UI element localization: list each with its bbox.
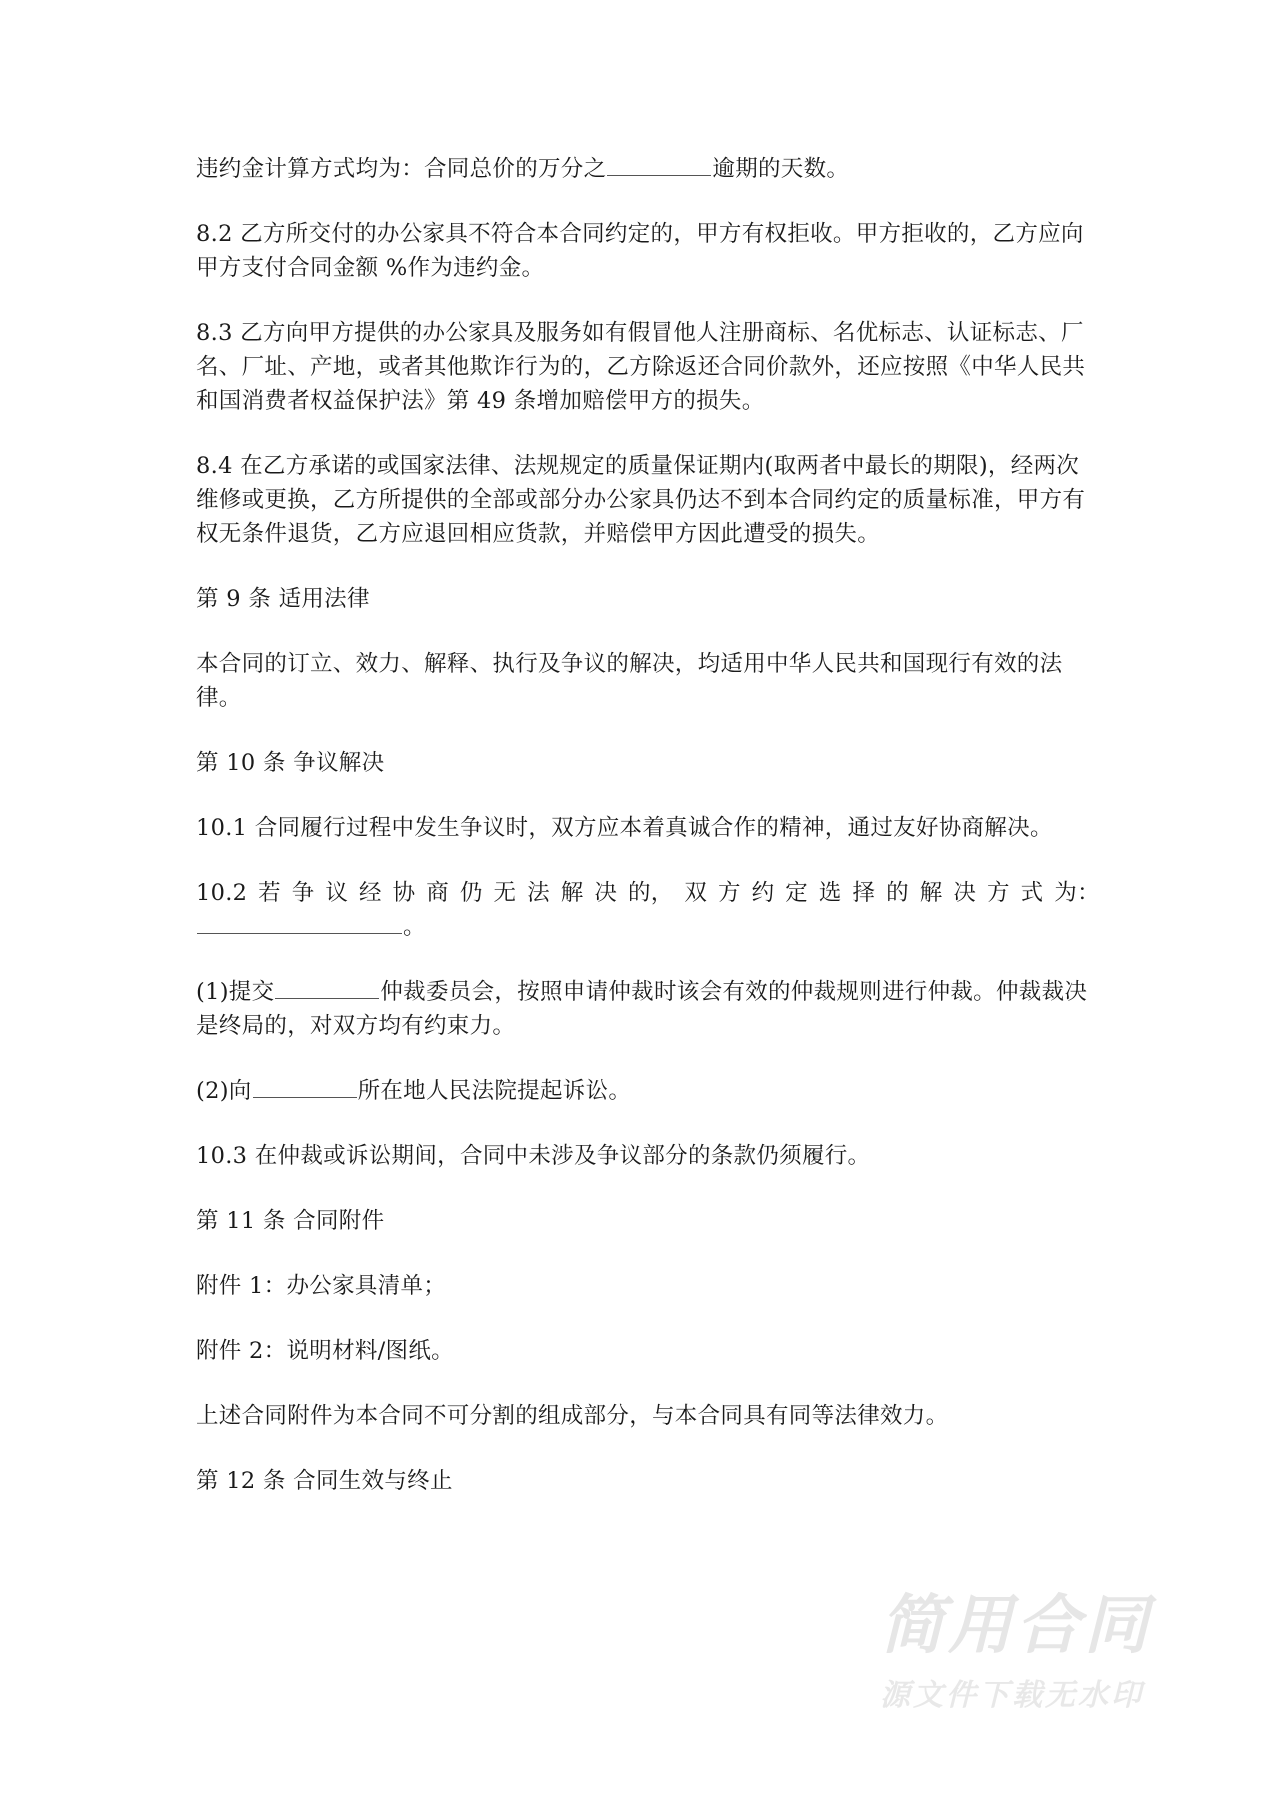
document-body <box>196 152 1100 1529</box>
justified-token: 双 <box>684 880 708 906</box>
clause-10-3: 10.3 在仲裁或诉讼期间，合同中未涉及争议部分的条款仍须履行。 <box>196 1143 871 1169</box>
blank-field <box>253 1075 357 1098</box>
justified-token: 方 <box>987 880 1010 906</box>
justified-token: 的， <box>628 880 674 906</box>
option-2-after: 所在地人民法院提起诉讼。 <box>357 1078 632 1104</box>
clause-8-2: 8.2 乙方所交付的办公家具不符合本合同约定的，甲方有权拒收。甲方拒收的，乙方应向甲方支付合同金额 %作为违约金。 <box>196 221 1084 281</box>
justified-token: 协 <box>392 880 416 906</box>
justified-token: 为： <box>1054 880 1100 906</box>
justified-token: 法 <box>527 880 550 906</box>
article-11-heading: 第 11 条 合同附件 <box>196 1208 385 1234</box>
attachment-2: 附件 2：说明材料/图纸。 <box>196 1338 454 1364</box>
justified-token: 决 <box>594 880 618 906</box>
justified-token: 解 <box>919 880 943 906</box>
justified-token: 议 <box>325 880 349 906</box>
justified-token: 选 <box>818 880 842 906</box>
watermark <box>880 1590 1200 1716</box>
option-2-before: (2)向 <box>196 1078 252 1104</box>
justified-token: 经 <box>359 880 382 906</box>
clause-10-2-end: 。 <box>403 914 426 940</box>
clause-10-2-option-1 <box>196 975 1100 1043</box>
justified-token: 争 <box>291 880 315 906</box>
article-10-heading: 第 10 条 争议解决 <box>196 750 385 776</box>
justified-token: 若 <box>258 880 281 906</box>
clause-10-2-option-2 <box>196 1074 1100 1108</box>
article-12-heading: 第 12 条 合同生效与终止 <box>196 1468 453 1494</box>
blank-field <box>197 911 402 934</box>
justified-token: 式 <box>1020 880 1044 906</box>
option-1-before: (1)提交 <box>196 979 275 1005</box>
justified-token: 定 <box>785 880 809 906</box>
blank-field <box>275 976 379 999</box>
justified-token: 约 <box>751 880 775 906</box>
clause-8-4: 8.4 在乙方承诺的或国家法律、法规规定的质量保证期内(取两者中最长的期限)，经两次维修或更换，乙方所提供的全部或部分办公家具仍达不到本合同约定的质量标准，甲方有权无条件退货，乙方应退回相应货款，并赔偿甲方因此遭受的损失。 <box>196 453 1086 547</box>
clause-10-2 <box>196 876 1100 944</box>
justified-token: 仍 <box>459 880 483 906</box>
clause-8-3: 8.3 乙方向甲方提供的办公家具及服务如有假冒他人注册商标、名优标志、认证标志、厂名、厂址、产地，或者其他欺诈行为的，乙方除返还合同价款外，还应按照《中华人民共和国消费者权益保护法》第 49 条增加赔偿甲方的损失。 <box>196 320 1086 414</box>
justified-token: 无 <box>493 880 517 906</box>
article-9-body: 本合同的订立、效力、解释、执行及争议的解决，均适用中华人民共和国现行有效的法律。 <box>196 651 1063 711</box>
justified-token: 解 <box>560 880 584 906</box>
option-1-after: 仲裁委员会，按照申请仲裁时该会有效的仲裁规则进行仲裁。仲裁裁决是终局的，对双方均有约束力。 <box>196 979 1088 1039</box>
attachments-statement: 上述合同附件为本合同不可分割的组成部分，与本合同具有同等法律效力。 <box>196 1403 949 1429</box>
clause-10-2-line-2 <box>196 910 1100 944</box>
clause-10-2-line-1 <box>196 876 1100 910</box>
justified-token: 商 <box>426 880 450 906</box>
article-9-heading: 第 9 条 适用法律 <box>196 586 370 612</box>
clause-10-1: 10.1 合同履行过程中发生争议时，双方应本着真诚合作的精神，通过友好协商解决。 <box>196 815 1053 841</box>
penalty-calculation-paragraph <box>196 152 1100 186</box>
penalty-text-before: 违约金计算方式均为：合同总价的万分之 <box>196 156 607 182</box>
justified-token: 择 <box>852 880 876 906</box>
justified-token: 方 <box>718 880 741 906</box>
justified-token: 决 <box>953 880 977 906</box>
watermark-subtitle: 源文件下载无水印 <box>880 1678 1144 1713</box>
watermark-title: 简用合同 <box>880 1589 1152 1663</box>
penalty-text-after: 逾期的天数。 <box>712 156 850 182</box>
justified-token: 的 <box>886 880 909 906</box>
attachment-1: 附件 1：办公家具清单； <box>196 1273 447 1299</box>
blank-field <box>607 153 711 176</box>
justified-token: 10.2 <box>196 880 248 906</box>
